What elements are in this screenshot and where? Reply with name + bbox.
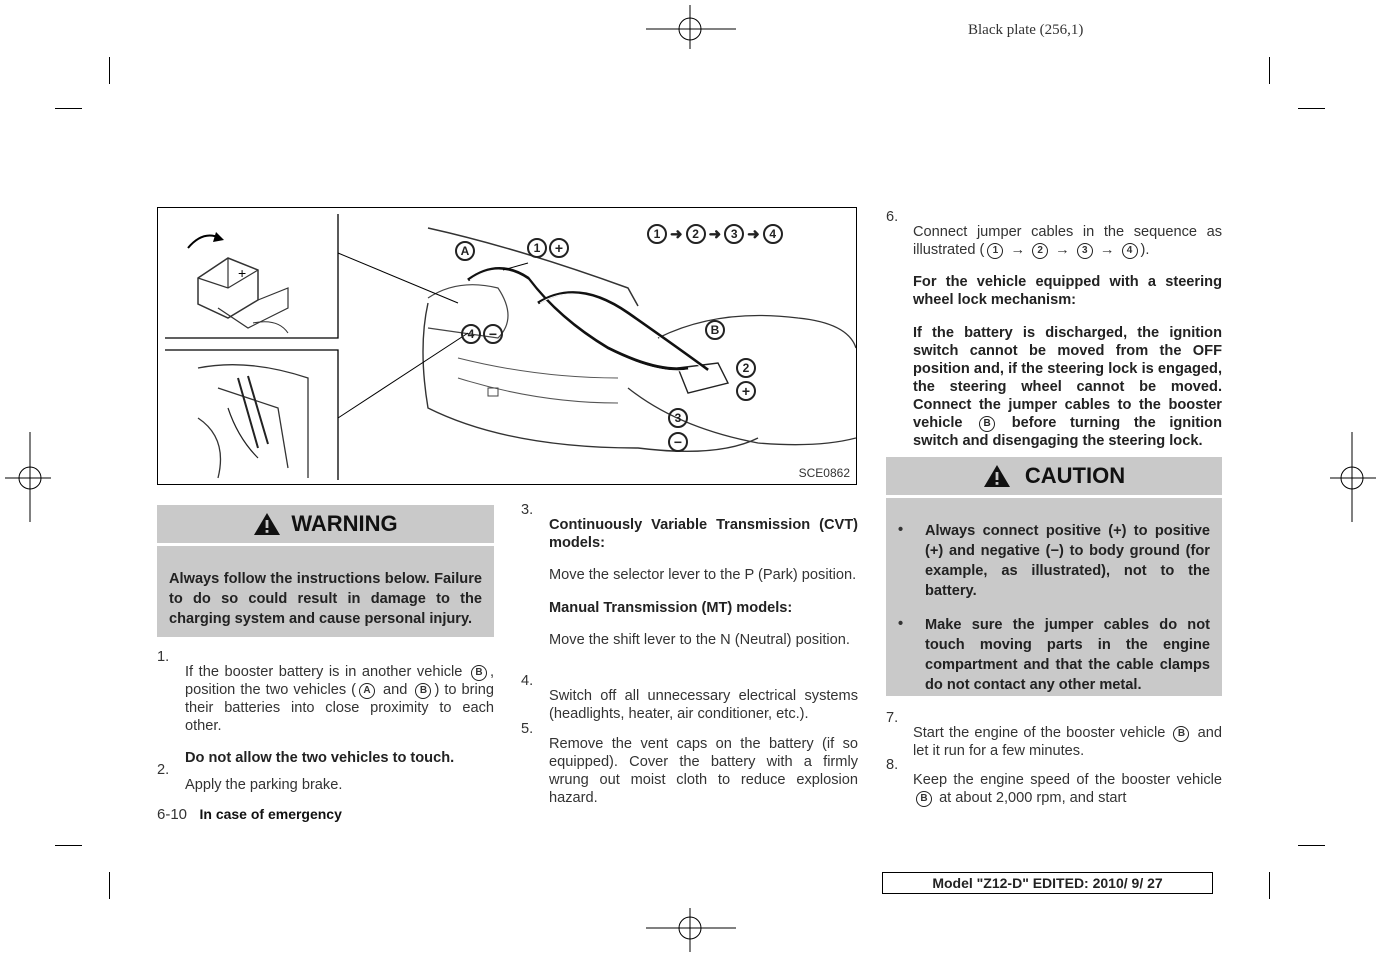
step-number: 1. [157, 649, 170, 665]
crop-mark [1298, 108, 1325, 109]
callout-b: B [705, 320, 725, 340]
arrow-icon: → [1010, 241, 1026, 258]
callout-2: 2 [736, 358, 756, 378]
crop-mark [109, 872, 110, 899]
step-text: Apply the parking brake. [185, 776, 343, 793]
step-5 [521, 720, 858, 821]
bullet-icon: • [898, 616, 904, 633]
caution-bullet-text: Always connect positive (+) to positive (+) and negative (−) to body ground (for example, as illustrated), not to the battery. [925, 522, 1210, 599]
caution-box [886, 498, 1222, 696]
vehicle-b-marker: B [471, 665, 487, 681]
steering-lock-text-post: before turning the ignition switch and disengaging the steering lock. [913, 414, 1223, 449]
registration-mark-icon [646, 908, 736, 952]
vehicle-b-marker: B [979, 416, 995, 432]
step-3-heading-cvt: Continuously Variable Transmission (CVT) models: [549, 516, 858, 551]
step-1-text-post: ) to bring their batteries into close proximity to each other. [185, 681, 494, 734]
vehicle-b-marker: B [1173, 726, 1189, 742]
steering-lock-heading: For the vehicle equipped with a steering wheel lock mechanism: [913, 274, 1222, 309]
callout-1: 1 [527, 238, 547, 258]
step-8 [886, 756, 1222, 821]
step-number: 5. [521, 721, 534, 737]
step-8-text-post: at about 2,000 rpm, and start [939, 789, 1127, 806]
model-edit-info: Model "Z12-D" EDITED: 2010/ 9/ 27 [882, 872, 1213, 894]
arrow-icon: → [1055, 241, 1070, 258]
warning-title: WARNING [291, 511, 398, 536]
step-text [185, 663, 494, 735]
step-6-text-post: ). [1140, 241, 1150, 258]
sequence-step-3: 3 [724, 224, 744, 244]
page-footer [157, 806, 342, 824]
step-1-text-pre: If the booster battery is in another vehicle [185, 663, 463, 680]
callout-plus-2: + [736, 381, 756, 401]
caution-title: CAUTION [1024, 463, 1126, 488]
step-text [913, 223, 1222, 259]
registration-mark-icon [646, 5, 736, 49]
callout-minus-2: − [668, 432, 688, 452]
step-number: 6. [886, 209, 899, 225]
arrow-icon: ➜ [708, 226, 722, 243]
sequence-marker-4: 4 [1122, 243, 1138, 259]
step-1-text-and: and [383, 681, 408, 698]
steering-lock-text-pre: If the battery is discharged, the ignition switch cannot be moved from the OFF position and, if the steering lock is engaged, the steering wheel cannot be moved. Connect the jumper cables to the booster vehicle [913, 324, 1222, 431]
callout-minus: − [483, 324, 503, 344]
callout-plus: + [549, 238, 569, 258]
step-1-text-mid: , position the two vehicles ( [185, 663, 494, 698]
step-number: 2. [157, 762, 170, 778]
crop-mark [1269, 57, 1270, 84]
callout-4: 4 [461, 324, 481, 344]
step-7-text-post: and let it run for a few minutes. [913, 724, 1222, 759]
registration-mark-icon [1330, 432, 1376, 522]
callout-3: 3 [668, 408, 688, 428]
step-text: Remove the vent caps on the battery (if so equipped). Cover the battery with a firmly wrung out moist cloth to reduce explosion hazard. [549, 735, 858, 806]
step-6-text-pre: Connect jumper cables in the sequence as illustrated ( [913, 223, 1222, 258]
page-number: 6-10 [157, 806, 188, 823]
step-7-text-pre: Start the engine of the booster vehicle [913, 724, 1166, 741]
step-3-heading-mt: Manual Transmission (MT) models: [549, 599, 793, 616]
step-number: 3. [521, 502, 534, 518]
crop-mark [1269, 872, 1270, 899]
sequence-step-1: 1 [647, 224, 667, 244]
step-3-text-mt: Move the shift lever to the N (Neutral) position. [549, 632, 850, 649]
crop-mark [1298, 845, 1325, 846]
step-2 [157, 761, 494, 808]
section-name: In case of emergency [199, 806, 342, 822]
step-text [913, 724, 1222, 760]
crop-mark [55, 108, 82, 109]
warning-triangle-icon [253, 512, 281, 536]
steering-lock-text [913, 324, 1222, 450]
sequence-marker-1: 1 [987, 243, 1003, 259]
connection-sequence [644, 224, 786, 244]
step-6 [886, 208, 1222, 464]
caution-header [886, 457, 1222, 495]
sequence-step-4: 4 [763, 224, 783, 244]
warning-header [157, 505, 494, 543]
step-text: Switch off all unnecessary electrical systems (headlights, heater, air conditioner, etc.). [549, 687, 858, 722]
jump-start-illustration [157, 207, 857, 485]
bullet-icon: • [898, 521, 904, 538]
caution-bullet [898, 615, 1210, 695]
sequence-step-2: 2 [686, 224, 706, 244]
arrow-icon: ➜ [747, 226, 760, 243]
vehicle-b-marker: B [916, 791, 932, 807]
sequence-marker-2: 2 [1032, 243, 1048, 259]
arrow-icon: ➜ [670, 226, 683, 243]
step-number: 4. [521, 673, 534, 689]
sequence-marker-3: 3 [1077, 243, 1093, 259]
caution-bullet [898, 521, 1210, 601]
plate-label: Black plate (256,1) [968, 22, 1084, 38]
arrow-icon: → [1099, 241, 1115, 258]
vehicle-b-marker: B [415, 683, 431, 699]
step-number: 7. [886, 710, 899, 726]
step-1-note: Do not allow the two vehicles to touch. [185, 750, 455, 767]
vehicle-a-marker: A [359, 683, 375, 699]
figure-code: SCE0862 [798, 466, 850, 480]
crop-mark [109, 57, 110, 84]
warning-box [157, 546, 494, 637]
step-3-text-cvt: Move the selector lever to the P (Park) position. [549, 567, 857, 584]
caution-triangle-icon [983, 464, 1011, 488]
step-8-text-pre: Keep the engine speed of the booster vehicle [913, 771, 1222, 788]
callout-a: A [455, 241, 475, 261]
jumper-cable-diagram [158, 208, 856, 484]
step-text [913, 771, 1222, 807]
crop-mark [55, 845, 82, 846]
caution-bullet-text: Make sure the jumper cables do not touch moving parts in the engine compartment and that the cable clamps do not contact any other metal. [925, 617, 1210, 694]
step-3 [521, 501, 858, 664]
step-number: 8. [886, 757, 899, 773]
svg-text:+: + [238, 265, 247, 281]
warning-text: Always follow the instructions below. Failure to do so could result in damage to the charging system and cause personal injury. [169, 570, 482, 627]
registration-mark-icon [5, 432, 51, 522]
